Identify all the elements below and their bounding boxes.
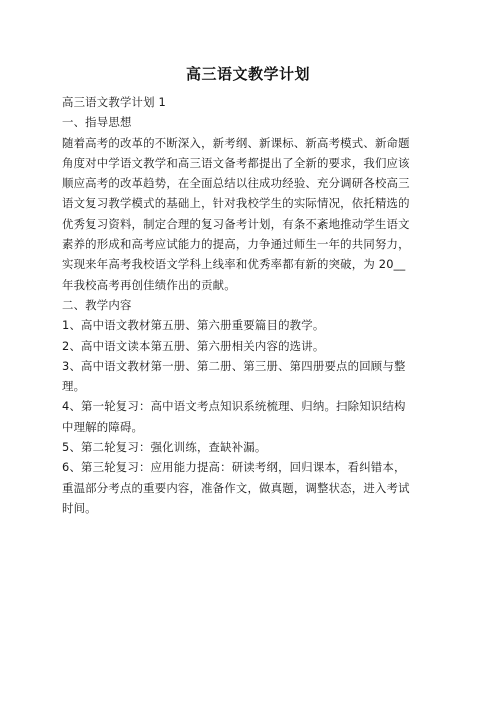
paragraph-line: 实现来年高考我校语文学科上线率和优秀率都有新的突破，为 20__: [62, 257, 406, 272]
paragraph-line: 顺应高考的改革趋势，在全面总结以往成功经验、充分调研各校高三: [62, 176, 410, 191]
paragraph-line: 年我校高考再创佳绩作出的贡献。: [62, 277, 236, 292]
paragraph-line: 随着高考的改革的不断深入，新考纲、新课标、新高考模式、新命题: [62, 135, 410, 150]
paragraph-line: 角度对中学语文教学和高三语文备考都提出了全新的要求，我们应该: [62, 155, 410, 170]
list-item: 2、高中语文读本第五册、第六册相关内容的选讲。: [62, 338, 325, 353]
document-body: [62, 92, 434, 518]
list-item-continuation: 时间。: [62, 500, 97, 515]
paragraph-line: 语文复习教学模式的基础上，针对我校学生的实际情况，依托精选的: [62, 196, 410, 211]
list-item: 1、高中语文教材第五册、第六册重要篇目的教学。: [62, 318, 325, 333]
section-heading-guiding-ideology: 一、指导思想: [62, 115, 132, 130]
paragraph-line: 素养的形成和高考应试能力的提高，力争通过师生一年的共同努力，: [62, 237, 410, 252]
list-item-continuation: 重温部分考点的重要内容，准备作文，做真题，调整状态，进入考试: [62, 480, 410, 495]
paragraph-line: 优秀复习资料，制定合理的复习备考计划，有条不紊地推动学生语文: [62, 216, 410, 231]
list-item: 5、第二轮复习：强化训练，查缺补漏。: [62, 440, 267, 455]
document-subtitle: 高三语文教学计划 1: [62, 95, 166, 109]
list-item: 6、第三轮复习：应用能力提高：研读考纲，回归课本，看纠错本，: [62, 460, 406, 475]
section-heading-teaching-content: 二、教学内容: [62, 297, 132, 312]
list-item: 3、高中语文教材第一册、第二册、第三册、第四册要点的回顾与整: [62, 358, 406, 373]
list-item: 4、第一轮复习：高中语文考点知识系统梳理、归纳。扫除知识结构: [62, 399, 406, 414]
list-item-continuation: 理。: [62, 379, 86, 394]
document-title: 高三语文教学计划: [185, 65, 310, 83]
list-item-continuation: 中理解的障碍。: [62, 419, 144, 434]
